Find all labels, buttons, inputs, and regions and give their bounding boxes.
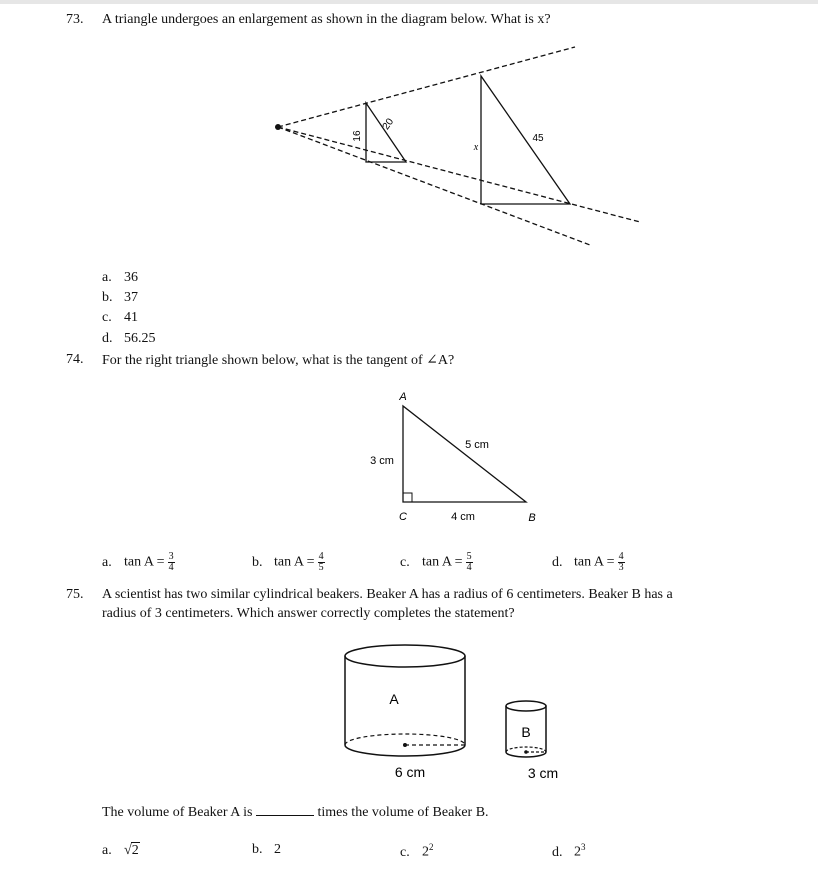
q73-label-x: x [473,142,479,153]
q75-question-line1: A scientist has two similar cylindrical beakers. Beaker A has a radius of 6 centimeters. Beaker B has a [102,587,673,602]
q74-option-d[interactable]: d. tan A = $\frac{4}{3}$ [552,551,624,573]
q75-number: 75. [66,587,84,602]
q75-option-c[interactable]: c. $2^2$ [400,842,434,860]
q74-side-ac: 3 cm [370,455,394,467]
q75-option-b[interactable]: b. 2 [252,842,281,857]
q73-option-b[interactable]: b. 37 [102,290,138,305]
q74-option-b[interactable]: b. tan A = $\frac{4}{5}$ [252,551,324,573]
q73-number: 73. [66,12,84,27]
q75-answer-blank [256,803,314,816]
beaker-b-top [506,701,546,711]
q75-option-d[interactable]: d. $2^3$ [552,842,586,860]
beaker-b-radius-label: 3 cm [527,765,559,781]
q73-label-20: 20 [380,116,397,132]
q73-label-45: 45 [532,133,544,144]
q74-vertex-b: B [528,512,536,524]
q74-side-ab: 5 cm [465,439,489,451]
q73-option-a[interactable]: a. 36 [102,270,138,285]
q74-option-a[interactable]: a. tan A = $\frac{3}{4}$ [102,551,174,573]
q75-option-a[interactable]: a. √2 [102,843,139,858]
q73-question: A triangle undergoes an enlargement as shown in the diagram below. What is x? [102,12,551,27]
beaker-a-center [403,743,407,747]
beaker-b-center [524,750,528,754]
beaker-a-radius-label: 6 cm [394,764,426,780]
beaker-a-top [345,645,465,667]
beaker-b-label: B [521,724,531,740]
q73-option-d[interactable]: d. 56.25 [102,331,156,346]
q74-question: For the right triangle shown below, what is the tangent of ∠A? [102,353,455,368]
q74-option-c[interactable]: c. tan A = $\frac{5}{4}$ [400,551,472,573]
q75-question-line2: radius of 3 centimeters. Which answer correctly completes the statement? [102,606,515,621]
q74-vertex-a: A [399,391,407,403]
q73-label-16: 16 [352,130,363,142]
q74-side-cb: 4 cm [451,511,475,523]
square-root-symbol: √ [124,843,132,858]
q75-statement: The volume of Beaker A is times the volume of Beaker B. [102,805,489,820]
q74-number: 74. [66,352,84,367]
beaker-a-label: A [389,691,399,707]
q74-vertex-c: C [399,511,407,523]
q73-option-c[interactable]: c. 41 [102,310,138,325]
